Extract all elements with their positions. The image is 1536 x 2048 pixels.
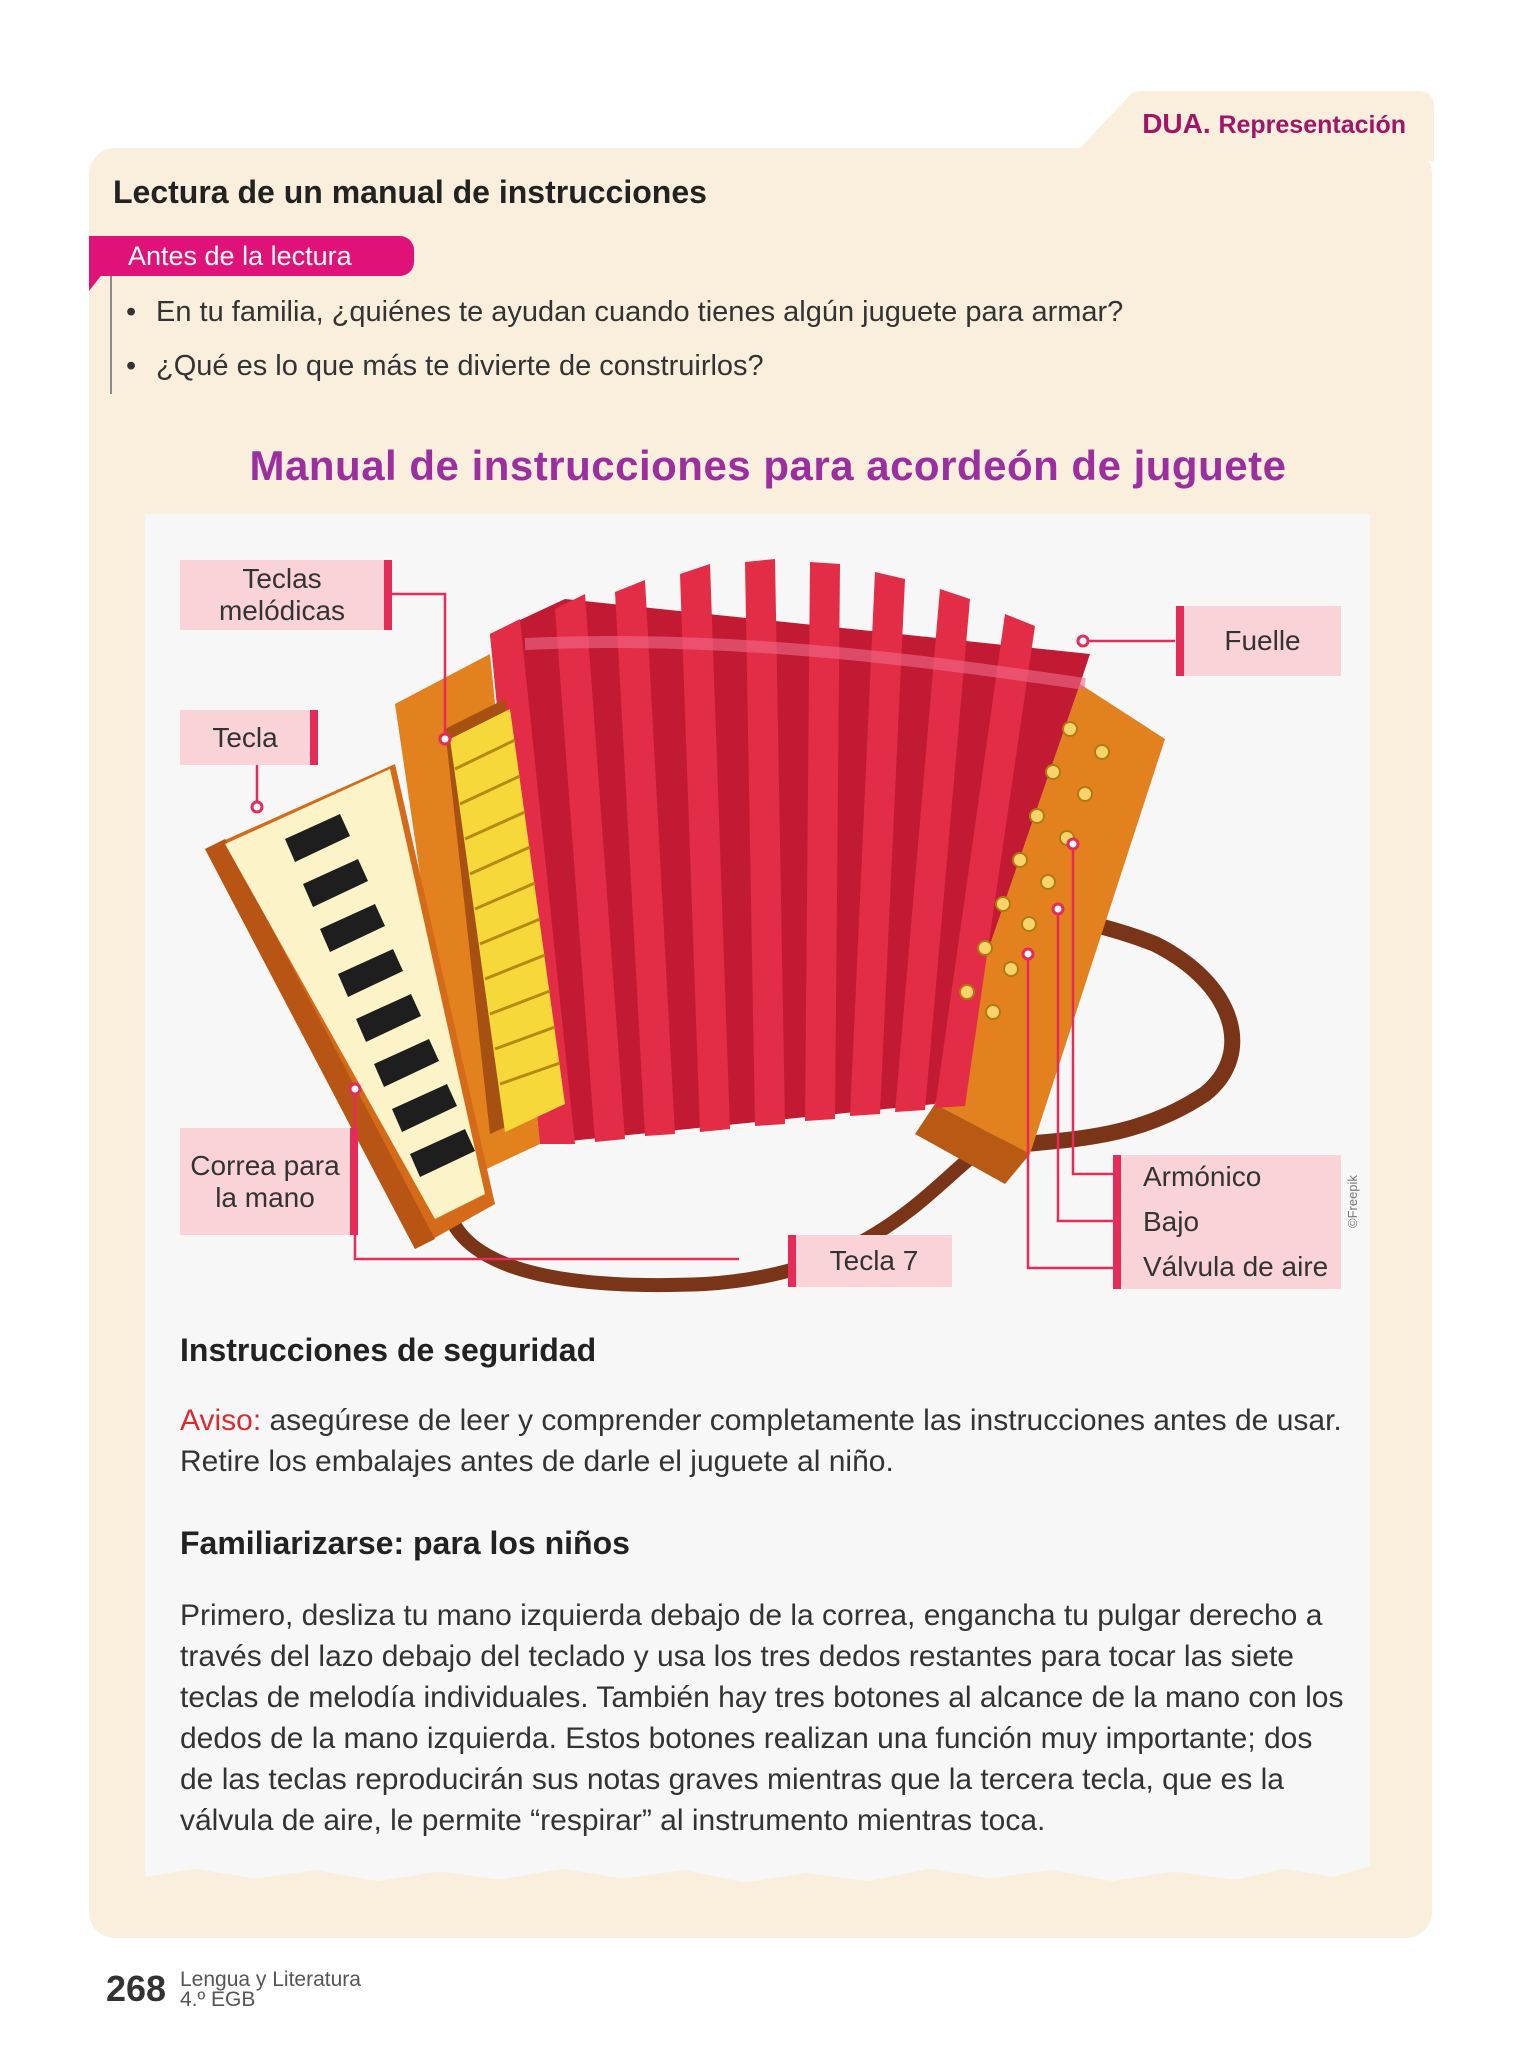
warning-text: asegúrese de leer y comprender completamente las instrucciones antes de usar. Retire los embalajes antes de darle el juguete al niño.	[180, 1404, 1342, 1478]
pre-reading-rule	[110, 276, 112, 394]
warning-label: Aviso:	[180, 1404, 262, 1437]
label-bar	[384, 560, 392, 630]
dua-badge	[1142, 108, 1406, 140]
label-tecla-7: Tecla 7	[796, 1235, 952, 1287]
label-bar	[788, 1235, 796, 1287]
label-correa: Correa para la mano	[180, 1128, 350, 1235]
manual-title: Manual de instrucciones para acordeón de juguete	[249, 442, 1287, 489]
dua-badge-strong: DUA.	[1142, 108, 1211, 139]
grade-name: 4.º EGB	[180, 1988, 256, 2011]
section-heading: Lectura de un manual de instrucciones	[113, 174, 707, 210]
list-item: • ¿Qué es lo que más te divierte de construirlos?	[126, 350, 1123, 404]
subject-name: Lengua y Literatura	[180, 1968, 361, 1991]
label-bajo: Bajo	[1143, 1205, 1200, 1237]
dua-badge-text: Representación	[1218, 111, 1406, 139]
label-bar	[1176, 606, 1184, 676]
footer-subject	[180, 1970, 361, 2010]
label-fuelle: Fuelle	[1184, 606, 1341, 676]
label-teclas-melodicas: Teclas melódicas	[180, 560, 384, 630]
list-item: • En tu familia, ¿quiénes te ayudan cuando tienes algún juguete para armar?	[126, 296, 1123, 350]
page-number: 268	[106, 1968, 167, 2009]
pre-reading-label: Antes de la lectura	[92, 236, 414, 276]
label-armonico: Armónico	[1143, 1161, 1262, 1193]
label-tecla: Tecla	[180, 710, 310, 765]
familiarize-text: Primero, desliza tu mano izquierda debajo de la correa, engancha tu pulgar derecho a través del lazo debajo del teclado y usa los tres dedos restantes para tocar las siete teclas de melodía individuales. También hay tres botones al alcance de la mano con los dedos de la mano izquierda. Estos botones realizan una función muy importante; dos de las teclas reproducirán sus notas graves mientras que la tercera tecla, que es la válvula de aire, le permite “respirar” al instrumento mientras toca.	[180, 1599, 1344, 1837]
label-bar	[310, 710, 318, 765]
image-credit: ©Freepik	[1345, 1175, 1360, 1228]
label-group-buttons	[1121, 1155, 1341, 1289]
pre-reading-questions	[126, 296, 1123, 404]
label-bar	[1113, 1155, 1121, 1289]
safety-text	[180, 1400, 1350, 1482]
safety-title: Instrucciones de seguridad	[180, 1332, 597, 1368]
label-valvula: Válvula de aire	[1143, 1250, 1329, 1282]
label-bar	[350, 1128, 358, 1235]
familiarize-title: Familiarizarse: para los niños	[180, 1525, 630, 1561]
